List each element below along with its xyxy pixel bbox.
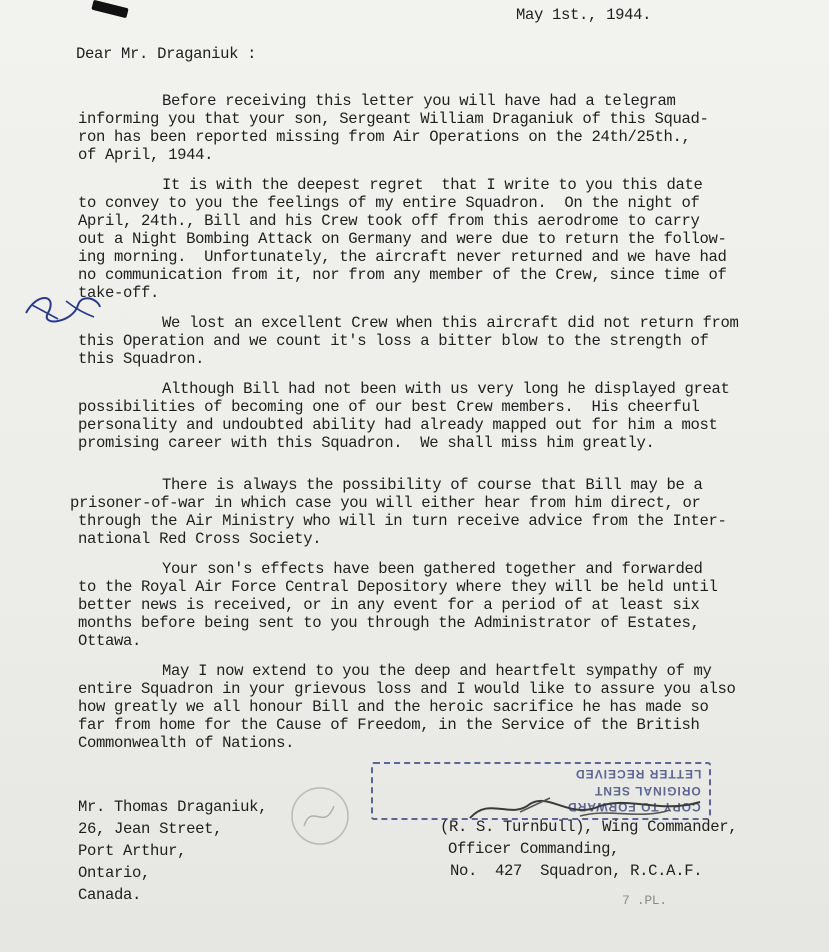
body-line: ing morning. Unfortunately, the aircraft never returned and we have had xyxy=(78,248,727,266)
footer-mark: 7 .PL. xyxy=(622,893,667,908)
body-line: informing you that your son, Sergeant William Draganiuk of this Squad- xyxy=(78,110,709,128)
body-line: better news is received, or in any event for a period of at least six xyxy=(78,596,700,614)
faint-circle-stamp xyxy=(286,782,356,852)
body-line: personality and undoubted ability had already mapped out for him a most xyxy=(78,416,718,434)
body-line: no communication from it, nor from any member of the Crew, since time of xyxy=(78,266,727,284)
body-line: of April, 1944. xyxy=(78,146,214,164)
address-line: 26, Jean Street, xyxy=(78,820,223,838)
body-line: take-off. xyxy=(78,284,160,302)
signature-line: Officer Commanding, xyxy=(448,840,620,858)
body-line: Your son's effects have been gathered together and forwarded xyxy=(108,560,703,578)
ink-mark xyxy=(91,0,128,18)
body-line: Although Bill had not been with us very long he displayed great xyxy=(108,380,730,398)
address-line: Canada. xyxy=(78,886,142,904)
body-line: Before receiving this letter you will have had a telegram xyxy=(108,92,676,110)
body-line: far from home for the Cause of Freedom, in the Service of the British xyxy=(78,716,700,734)
body-line: this Squadron. xyxy=(78,350,205,368)
signature-line: (R. S. Turnbull), Wing Commander, xyxy=(440,818,738,836)
letter-date: May 1st., 1944. xyxy=(516,6,652,24)
pen-scribble xyxy=(18,283,108,333)
body-line: April, 24th., Bill and his Crew took off from this aerodrome to carry xyxy=(78,212,700,230)
body-line: We lost an excellent Crew when this aircraft did not return from xyxy=(108,314,739,332)
stamp-line-3: COPY TO FORWARD xyxy=(567,800,701,814)
stamp-line-2: ORIGINAL SENT xyxy=(594,784,701,798)
body-line: this Operation and we count it's loss a bitter blow to the strength of xyxy=(78,332,709,350)
body-line: ron has been reported missing from Air Operations on the 24th/25th., xyxy=(78,128,691,146)
body-line: out a Night Bombing Attack on Germany and were due to return the follow- xyxy=(78,230,727,248)
body-line: promising career with this Squadron. We shall miss him greatly. xyxy=(78,434,655,452)
address-line: Mr. Thomas Draganiuk, xyxy=(78,798,268,816)
signature-line: No. 427 Squadron, R.C.A.F. xyxy=(450,862,703,880)
body-line: national Red Cross Society. xyxy=(78,530,322,548)
address-line: Port Arthur, xyxy=(78,842,187,860)
body-line: months before being sent to you through the Administrator of Estates, xyxy=(78,614,700,632)
body-line: entire Squadron in your grievous loss and I would like to assure you also xyxy=(78,680,736,698)
body-line: to the Royal Air Force Central Depository where they will be held until xyxy=(78,578,718,596)
salutation: Dear Mr. Draganiuk : xyxy=(76,45,257,63)
body-line: There is always the possibility of course that Bill may be a xyxy=(108,476,703,494)
body-line: It is with the deepest regret that I write to you this date xyxy=(108,176,703,194)
body-line: May I now extend to you the deep and heartfelt sympathy of my xyxy=(108,662,712,680)
address-line: Ontario, xyxy=(78,864,151,882)
body-line: Ottawa. xyxy=(78,632,142,650)
body-line: possibilities of becoming one of our best Crew members. His cheerful xyxy=(78,398,700,416)
body-line: prisoner-of-war in which case you will either hear from him direct, or xyxy=(70,494,701,512)
body-line: how greatly we all honour Bill and the heroic sacrifice he has made so xyxy=(78,698,709,716)
body-line: through the Air Ministry who will in turn receive advice from the Inter- xyxy=(78,512,727,530)
body-line: Commonwealth of Nations. xyxy=(78,734,295,752)
stamp-line-1: LETTER RECEIVED xyxy=(574,767,701,781)
body-line: to convey to you the feelings of my entire Squadron. On the night of xyxy=(78,194,700,212)
